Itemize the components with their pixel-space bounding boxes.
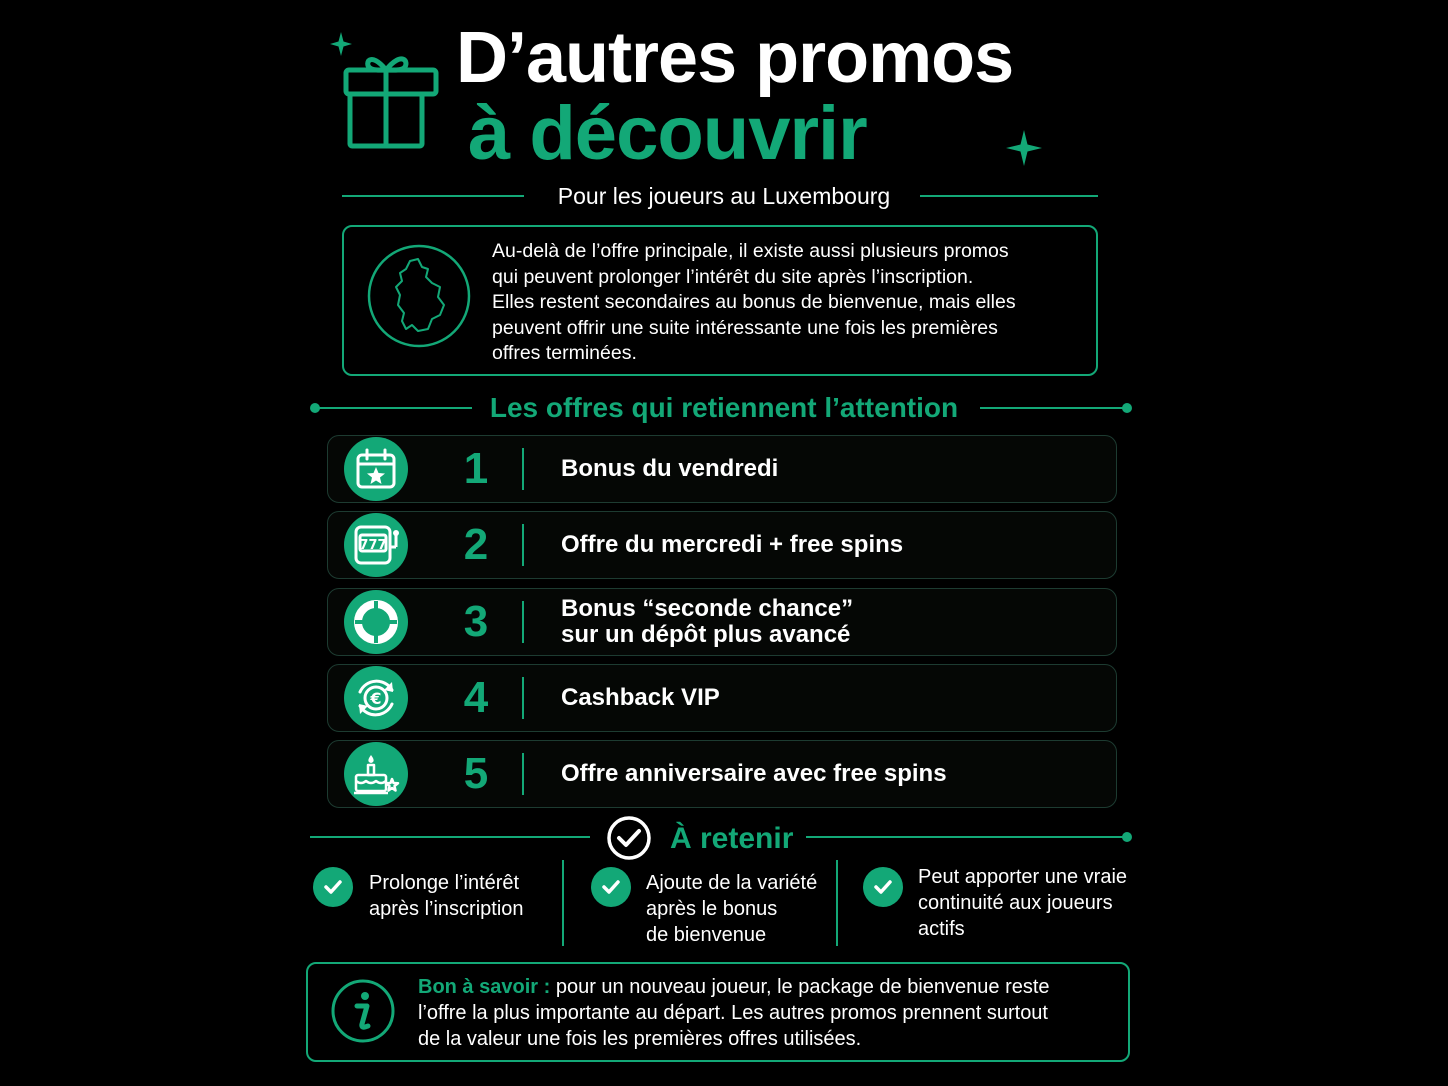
- divider: [806, 836, 1124, 838]
- page-title-line1: D’autres promos: [456, 18, 1014, 98]
- row-separator: [522, 753, 524, 795]
- svg-text:777: 777: [359, 538, 387, 553]
- row-separator: [522, 677, 524, 719]
- svg-text:€: €: [370, 689, 382, 708]
- row-separator: [522, 524, 524, 566]
- offer-row: [327, 664, 1117, 732]
- offer-number: 1: [463, 444, 489, 493]
- slot-machine-icon: [344, 513, 408, 577]
- intro-card: [342, 225, 1098, 376]
- intro-text: Au-delà de l’offre principale, il existe aussi plusieurs promos qui peuvent prolonger l’intérêt du site après l’inscription. Elles restent secondaires au bonus de bienvenue, mais elles peuvent offrir une suite intéressante une fois les premières offres terminées.: [492, 240, 1016, 364]
- takeaway-text: Prolonge l’intérêt après l’inscription: [369, 872, 524, 920]
- offer-label: Offre du mercredi + free spins: [561, 531, 904, 558]
- row-separator: [522, 601, 524, 643]
- offer-number: 4: [463, 673, 489, 722]
- row-separator: [522, 448, 524, 490]
- info-text: Bon à savoir : pour un nouveau joueur, le package de bienvenue reste l’offre la plus importante au départ. Les autres promos prennent surtout de la valeur une fois les premières offres utilisées.: [418, 976, 1050, 1050]
- offer-number: 5: [463, 749, 489, 798]
- takeaways-title: À retenir: [670, 822, 794, 855]
- offer-label: Offre anniversaire avec free spins: [561, 760, 947, 787]
- gift-icon: [330, 30, 440, 152]
- offer-number: 3: [463, 597, 489, 646]
- column-separator: [836, 860, 838, 946]
- column-separator: [562, 860, 564, 946]
- offer-row: [327, 740, 1117, 808]
- takeaway-text: Ajoute de la variété après le bonus de bienvenue: [646, 872, 818, 946]
- subtitle: Pour les joueurs au Luxembourg: [557, 183, 891, 209]
- divider: [310, 836, 590, 838]
- check-circle-icon: [606, 815, 652, 861]
- info-icon: [330, 978, 396, 1044]
- euro-refresh-icon: [344, 666, 408, 730]
- check-icon: [591, 867, 631, 907]
- offer-label: Bonus “seconde chance” sur un dépôt plus avancé: [561, 595, 854, 648]
- offers-section-title: Les offres qui retiennent l’attention: [489, 392, 959, 423]
- takeaway-text: Peut apporter une vraie continuité aux joueurs actifs: [918, 866, 1128, 940]
- page-title-line2: à découvrir: [468, 91, 867, 176]
- offer-row: [327, 511, 1117, 579]
- offer-number: 2: [463, 520, 489, 569]
- check-icon: [313, 867, 353, 907]
- sparkle-icon: [1006, 130, 1042, 166]
- divider-dot: [1122, 832, 1132, 842]
- info-box: [306, 962, 1130, 1062]
- offer-label: Bonus du vendredi: [561, 455, 779, 482]
- lifebuoy-icon: [344, 590, 408, 654]
- info-label: Bon à savoir :: [418, 976, 551, 998]
- offer-row: [327, 588, 1117, 656]
- birthday-cake-icon: [344, 742, 408, 806]
- check-icon: [863, 867, 903, 907]
- calendar-star-icon: [344, 437, 408, 501]
- offer-row: [327, 435, 1117, 503]
- luxembourg-map-icon: [366, 243, 472, 349]
- offer-label: Cashback VIP: [561, 684, 720, 711]
